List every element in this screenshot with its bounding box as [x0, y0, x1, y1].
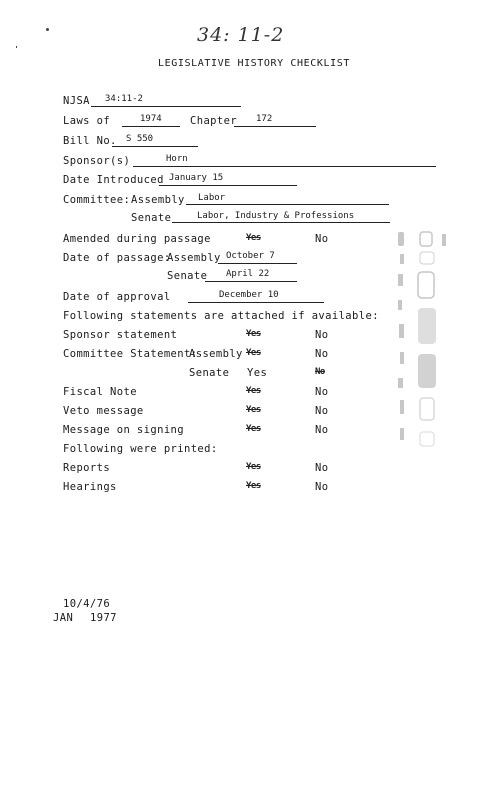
veto-message-label: Veto message	[63, 405, 144, 417]
passage-senate-value: April 22	[226, 269, 270, 279]
passage-senate-line	[205, 281, 297, 282]
passage-senate-label: Senate	[167, 270, 208, 282]
passage-assembly-value: October 7	[226, 251, 275, 261]
date-of-approval-label: Date of approval	[63, 291, 171, 303]
sponsor-statement-no: No	[315, 329, 329, 341]
chapter-line	[234, 126, 316, 127]
scan-artifact	[390, 228, 460, 458]
committee-senate-label: Senate	[131, 212, 172, 224]
scan-speck	[16, 46, 17, 48]
committee-senate-line	[172, 222, 390, 223]
footer-date-2-prefix: JAN	[53, 612, 74, 624]
laws-of-value: 1974	[140, 114, 162, 124]
sponsor-statement-label: Sponsor statement	[63, 329, 178, 341]
message-on-signing-label: Message on signing	[63, 424, 184, 436]
veto-message-no: No	[315, 405, 329, 417]
printed-header: Following were printed:	[63, 443, 218, 455]
sponsors-label: Sponsor(s)	[63, 155, 131, 167]
veto-message-yes-struck: Yes	[246, 405, 261, 415]
fiscal-note-no: No	[315, 386, 329, 398]
committee-statement-senate-no-struck: No	[315, 367, 325, 377]
bill-no-value: S 550	[126, 134, 154, 144]
committee-statement-label: Committee Statement:	[63, 348, 198, 360]
reports-yes-struck: Yes	[246, 462, 261, 472]
date-introduced-label: Date Introduced	[63, 174, 164, 186]
sponsor-statement-yes-struck: Yes	[246, 329, 261, 339]
hearings-label: Hearings	[63, 481, 117, 493]
scan-speck	[46, 28, 49, 31]
statements-header: Following statements are attached if available:	[63, 310, 379, 322]
sponsors-line	[133, 166, 436, 167]
fiscal-note-yes-struck: Yes	[246, 386, 261, 396]
message-on-signing-no: No	[315, 424, 329, 436]
handwritten-header: 34: 11-2	[197, 24, 285, 46]
bill-no-label: Bill No.	[63, 135, 117, 147]
hearings-no: No	[315, 481, 329, 493]
message-on-signing-yes-struck: Yes	[246, 424, 261, 434]
committee-assembly-line	[186, 204, 389, 205]
footer-date-1: 10/4/76	[63, 598, 111, 610]
hearings-yes-struck: Yes	[246, 481, 261, 491]
chapter-value: 172	[256, 114, 273, 124]
date-of-approval-value: December 10	[219, 290, 279, 300]
njsa-label: NJSA	[63, 95, 90, 107]
date-of-approval-line	[188, 302, 324, 303]
committee-label: Committee:	[63, 194, 131, 206]
njsa-line	[91, 106, 241, 107]
committee-assembly-label: Assembly	[131, 194, 185, 206]
committee-assembly-value: Labor	[198, 193, 226, 203]
fiscal-note-label: Fiscal Note	[63, 386, 137, 398]
amended-no: No	[315, 233, 329, 245]
committee-statement-assembly-label: Assembly	[189, 348, 243, 360]
reports-no: No	[315, 462, 329, 474]
bill-no-line	[112, 146, 198, 147]
passage-assembly-line	[218, 263, 297, 264]
committee-statement-assembly-no: No	[315, 348, 329, 360]
laws-of-line	[122, 126, 180, 127]
committee-statement-senate-yes: Yes	[247, 367, 268, 379]
passage-assembly-label: Assembly	[167, 252, 221, 264]
sponsors-value: Horn	[166, 154, 188, 164]
committee-senate-value: Labor, Industry & Professions	[197, 211, 355, 221]
date-of-passage-label: Date of passage:	[63, 252, 171, 264]
reports-label: Reports	[63, 462, 111, 474]
amended-yes-struck: Yes	[246, 233, 261, 243]
footer-date-2-year: 1977	[90, 612, 117, 624]
page-title: LEGISLATIVE HISTORY CHECKLIST	[158, 58, 350, 69]
date-introduced-value: January 15	[169, 173, 224, 183]
committee-statement-senate-label: Senate	[189, 367, 230, 379]
laws-of-label: Laws of	[63, 115, 111, 127]
njsa-value: 34:11-2	[105, 94, 143, 104]
amended-label: Amended during passage	[63, 233, 211, 245]
chapter-label: Chapter	[190, 115, 238, 127]
date-introduced-line	[159, 185, 297, 186]
committee-statement-assembly-yes-struck: Yes	[246, 348, 261, 358]
